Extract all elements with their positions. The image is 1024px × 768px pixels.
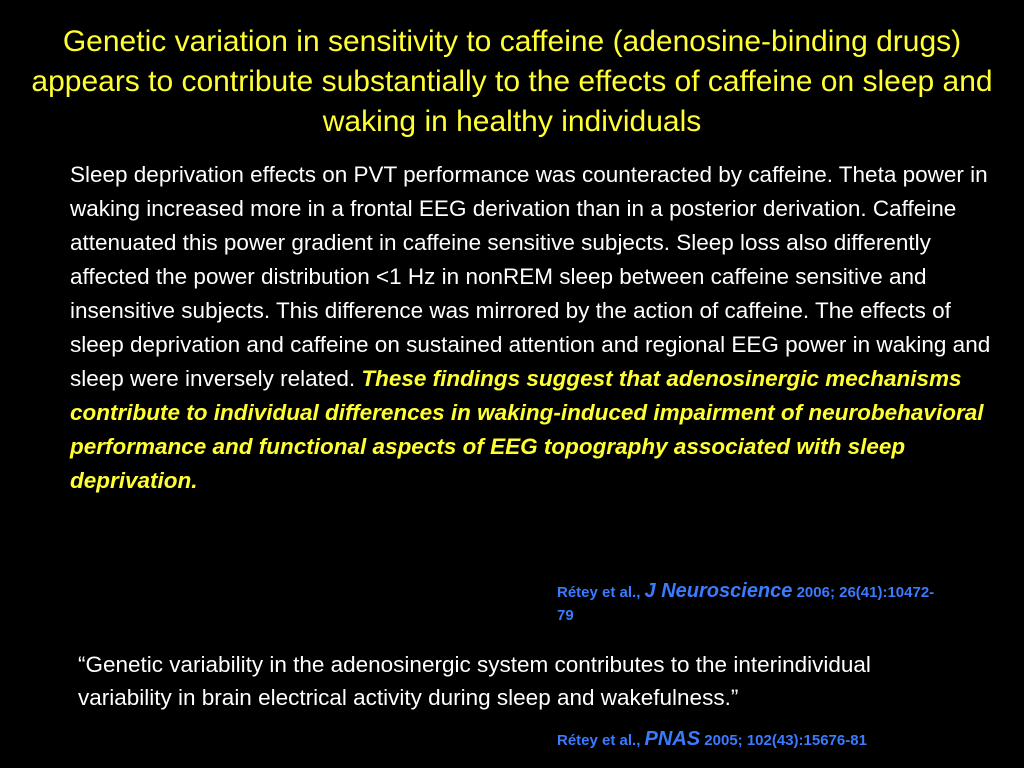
citation-details: 2006; 26(41):10472-79 (557, 584, 935, 624)
quote-text: “Genetic variability in the adenosinergic system contributes to the interindividual variability in brain electrical activity during sleep and wakefulness.” (78, 652, 871, 710)
abstract-conclusion: These findings suggest that adenosinergic mechanisms contribute to individual differences in waking-induced impairment of neurobehavioral performance and functional aspects of EEG topography associated with sleep deprivation. (70, 366, 984, 493)
citation-authors: Rétey et al., (557, 584, 645, 601)
citation-journal: PNAS (644, 728, 701, 750)
citation-journal: J Neuroscience (644, 580, 793, 602)
abstract-body: Sleep deprivation effects on PVT performance was counteracted by caffeine. Theta power in waking increased more in a frontal EEG derivation than in a posterior derivation. Caffeine attenuated this power gradient in caffeine sensitive subjects. Sleep loss also differently affected the power distribution <1 Hz in nonREM sleep between caffeine sensitive and insensitive subjects. This difference was mirrored by the action of caffeine. The effects of sleep deprivation and caffeine on sustained attention and regional EEG power in waking and sleep were inversely related. (70, 162, 991, 391)
citation-details: 2005; 102(43):15676-81 (700, 732, 867, 749)
slide-title: Genetic variation in sensitivity to caffeine (adenosine-binding drugs) appears to contribute substantially to the effects of caffeine on sleep and waking in healthy individuals (31, 25, 993, 138)
citation-neuroscience (557, 580, 937, 627)
abstract-paragraph (70, 158, 1000, 498)
citation-authors: Rétey et al., (557, 732, 645, 749)
citation-pnas (557, 728, 997, 752)
